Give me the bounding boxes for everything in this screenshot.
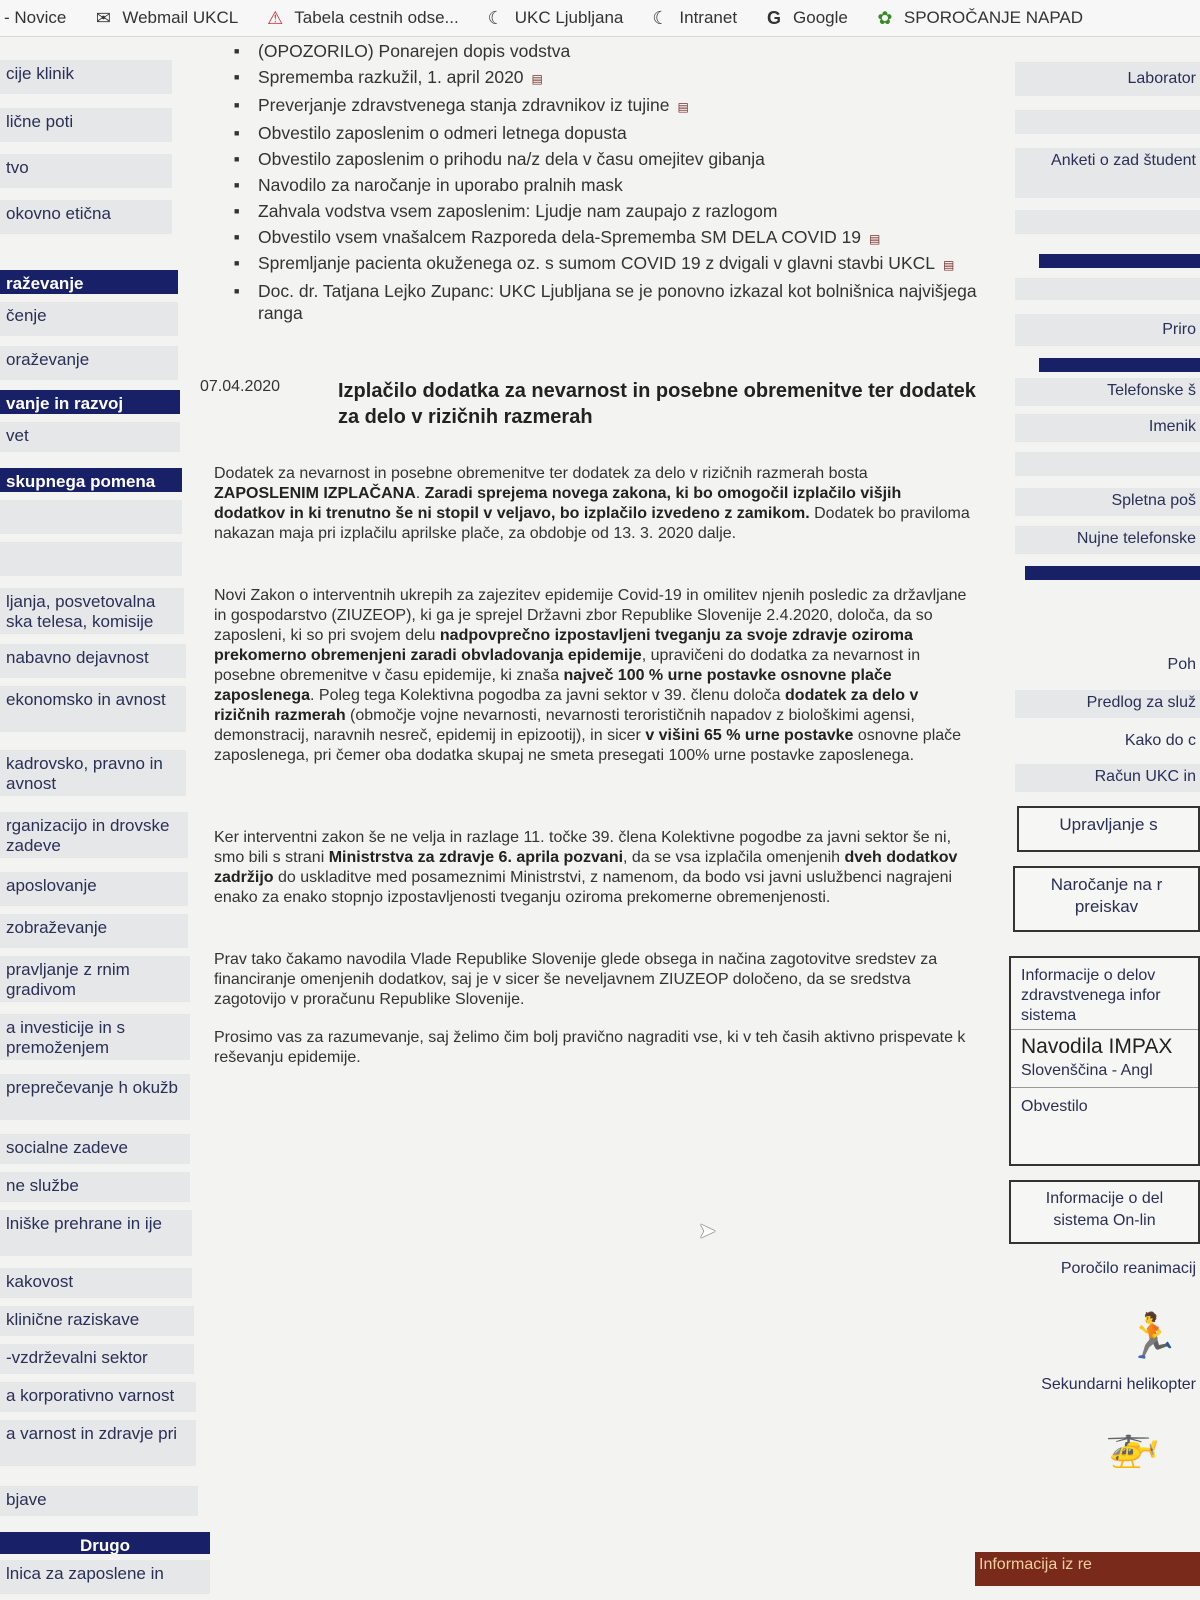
sidebar-item[interactable]: lniške prehrane in ije — [0, 1210, 192, 1256]
article-paragraph: Prosimo vas za razumevanje, saj želimo čim bolj pravično nagraditi vse, ki v teh časih aktivno prispevate k reševanju epidemije. — [214, 1029, 966, 1066]
right-spacer — [1015, 110, 1200, 134]
right-link-telefonske[interactable]: Telefonske š — [1015, 378, 1200, 406]
sidebar-header: Drugo — [0, 1532, 210, 1554]
sidebar-item[interactable]: kadrovsko, pravno in avnost — [0, 750, 186, 796]
sidebar-item[interactable]: nabavno dejavnost — [0, 644, 186, 678]
right-link-racun[interactable]: Račun UKC in — [1015, 764, 1200, 792]
news-item[interactable]: ■ Spremljanje pacienta okuženega oz. s sumom COVID 19 z dvigali v glavni stavbi UKCL ▤ — [258, 252, 990, 276]
leaf-icon: ✿ — [877, 7, 893, 28]
article-title: Izplačilo dodatka za nevarnost in posebne obremenitve ter dodatek za delo v rizičnih razmerah — [338, 380, 976, 428]
article-date: 07.04.2020 — [200, 378, 281, 395]
right-spacer — [1015, 278, 1200, 300]
document-icon: ▤ — [943, 258, 955, 272]
sidebar-item[interactable]: kakovost — [0, 1268, 192, 1298]
right-section-bar — [1039, 358, 1200, 372]
sidebar-item[interactable]: a investicije in s premoženjem — [0, 1014, 190, 1060]
sidebar-item[interactable]: zobraževanje — [0, 914, 188, 948]
mail-icon: ✉ — [95, 7, 111, 28]
sidebar-item[interactable]: lnica za zaposlene in — [0, 1560, 210, 1594]
sidebar-item[interactable]: tvo — [0, 154, 172, 188]
article-paragraph: Prav tako čakamo navodila Vlade Republike Slovenije glede obsega in načina zagotovitve sredstev za financiranje omenjenih dodatkov, saj je v sicer še neveljavnem ZIUZEOP določeno, da se sredstva zagotovijo v proračunu Republike Slovenije. — [214, 951, 938, 1008]
mouse-cursor-icon: ➤ — [698, 1218, 717, 1243]
sidebar-item[interactable]: oraževanje — [0, 346, 178, 380]
sidebar-item[interactable]: a varnost in zdravje pri — [0, 1420, 196, 1466]
news-item[interactable]: ■ Obvestilo vsem vnašalcem Razporeda dela-Sprememba SM DELA COVID 19 ▤ — [258, 224, 990, 252]
sidebar-item[interactable]: -vzdrževalni sektor — [0, 1344, 194, 1374]
sidebar-item[interactable]: okovno etična — [0, 200, 172, 234]
right-section-bar — [1025, 566, 1200, 580]
obvestilo-link[interactable]: Obvestilo — [1021, 1098, 1088, 1115]
sidebar-item[interactable]: ljanja, posvetovalna ska telesa, komisije — [0, 588, 184, 634]
news-item[interactable]: ■ Obvestilo zaposlenim o odmeri letnega dopusta — [258, 120, 990, 146]
sidebar-item[interactable]: lične poti — [0, 108, 172, 142]
sidebar-item[interactable]: rganizacijo in drovske zadeve — [0, 812, 188, 858]
runners-image-icon: 🏃 — [1125, 1312, 1180, 1361]
sidebar-item[interactable]: čenje — [0, 302, 178, 336]
sidebar-item[interactable]: aposlovanje — [0, 872, 188, 906]
right-link-spletna-posta[interactable]: Spletna poš — [1015, 488, 1200, 516]
bookmarks-bar — [0, 0, 1200, 37]
informacije-panel — [1009, 956, 1200, 1166]
article-paragraph: Novi Zakon o interventnih ukrepih za zajezitev epidemije Covid-19 in omilitev njenih posledic za državljane in gospodarstvo (ZIUZEOP), ki ga je sprejel Državni zbor Republike Slovenije 2.4.2020, določa, da so zaposleni, ki so pri svojem delu nadpovprečno izpostavljeni tveganju za svoje zdravje oziroma prekomerno obremenjeni zaradi obvladovanja epidemije, upravičeni do dodatka za nevarnost in posebne obremenitve v času epidemije, ki znaša največ 100 % urne postavke osnovne plače zaposlenega. Poleg tega Kolektivna pogodba za javni sektor v 39. členu določa dodatek za delo v rizičnih razmerah (območje vojne nevarnosti, nevarnosti terorističnih napadov z biološkimi agensi, demonstracij, naravnih nesreč, epidemij in epizootij), in sicer v višini 65 % urne postavke osnovne plače zaposlenega, pri čemer oba dodatka skupaj ne smeta presegati 100% urne postavke zaposlenega. — [214, 587, 967, 764]
navodila-impax-title: Navodila IMPAX — [1021, 1035, 1173, 1058]
article-paragraph: Ker interventni zakon še ne velja in razlage 11. točke 39. člena Kolektivne pogodbe za javni sektor še ni, smo bili s strani Ministrstva za zdravje 6. aprila pozvani, da se vsa izplačila omenjenih dveh dodatkov zadržijo do uskladitve med posameznimi Ministrstvi, z namenom, da bodo vsi javni uslužbenci nagrajeni enako za enako stopnjo izpostavljenosti tveganju oziroma prekomerne obremenjenosti. — [214, 829, 958, 906]
bookmark-tabela[interactable]: ⚠ Tabela cestnih odse... — [264, 8, 458, 29]
right-link-nujne-telefonske[interactable]: Nujne telefonske — [1015, 526, 1200, 554]
bookmark-sporocanje[interactable]: ✿ SPOROČANJE NAPAD — [874, 8, 1083, 29]
helicopter-image-icon: 🚁 — [1105, 1420, 1160, 1469]
right-section-bar — [1039, 254, 1200, 268]
language-links[interactable]: Slovenščina - Angl — [1011, 1058, 1198, 1088]
news-item[interactable]: ■ Preverjanje zdravstvenega stanja zdravnikov iz tujine ▤ — [258, 92, 990, 120]
document-icon: ▤ — [677, 100, 689, 114]
right-link-poh[interactable]: Poh — [1167, 656, 1196, 673]
right-link-imenik[interactable]: Imenik — [1015, 414, 1200, 442]
bookmark-google[interactable]: G Google — [763, 8, 848, 29]
google-icon: G — [767, 7, 782, 28]
news-list — [200, 38, 990, 324]
right-link-kako-do[interactable]: Kako do c — [1124, 732, 1196, 749]
news-item[interactable]: ■ Obvestilo zaposlenim o prihodu na/z dela v času omejitev gibanja — [258, 146, 990, 172]
bookmark-intranet[interactable]: ☾ Intranet — [649, 8, 737, 29]
sidebar-item[interactable]: klinične raziskave — [0, 1306, 194, 1336]
right-spacer — [1015, 210, 1200, 234]
sidebar-item[interactable]: vet — [0, 422, 180, 452]
right-link-helikopter[interactable]: Sekundarni helikopter — [1041, 1376, 1196, 1393]
right-link-predlog[interactable]: Predlog za služ — [1015, 690, 1200, 718]
sidebar-spacer — [0, 500, 182, 534]
ukc-icon: ☾ — [652, 7, 669, 28]
ukc-icon: ☾ — [487, 7, 504, 28]
upravljanje-button[interactable]: Upravljanje s — [1017, 806, 1200, 852]
sidebar-item[interactable]: socialne zadeve — [0, 1134, 190, 1164]
document-icon: ▤ — [869, 232, 881, 246]
sidebar-item[interactable]: pravljanje z rnim gradivom — [0, 956, 190, 1002]
right-link-priro[interactable]: Priro — [1015, 314, 1200, 346]
right-link-laboratorij[interactable]: Laborator — [1015, 62, 1200, 96]
sidebar-item[interactable]: cije klinik — [0, 60, 172, 94]
main-content — [200, 38, 990, 1243]
narocanje-preiskav-button[interactable]: Naročanje na r preiskav — [1013, 866, 1200, 932]
right-link-ankete[interactable]: Anketi o zad študent — [1015, 148, 1200, 198]
bookmark-novice[interactable]: - Novice — [4, 8, 67, 27]
sidebar-header: skupnega pomena — [0, 468, 182, 492]
bookmark-ukc-ljubljana[interactable]: ☾ UKC Ljubljana — [485, 8, 624, 29]
sidebar-spacer — [0, 542, 182, 576]
news-item[interactable]: ■ (OPOZORILO) Ponarejen dopis vodstva — [258, 38, 990, 64]
right-link-porocilo[interactable]: Poročilo reanimacij — [1060, 1260, 1196, 1277]
informacije-online-button[interactable]: Informacije o del sistema On-lin — [1009, 1180, 1200, 1244]
right-banner[interactable]: Informacija iz re — [975, 1552, 1200, 1586]
sidebar-item[interactable]: a korporativno varnost — [0, 1382, 196, 1412]
sidebar-item[interactable]: bjave — [0, 1486, 198, 1516]
sidebar-header: vanje in razvoj — [0, 390, 180, 414]
sidebar-item[interactable]: preprečevanje h okužb — [0, 1074, 190, 1120]
news-item[interactable]: ■ Zahvala vodstva vsem zaposlenim: Ljudje nam zaupajo z razlogom — [258, 198, 990, 224]
warning-icon: ⚠ — [267, 7, 284, 28]
article-paragraph: Dodatek za nevarnost in posebne obremenitve ter dodatek za delo v rizičnih razmerah bosta ZAPOSLENIM IZPLAČANA. Zaradi sprejema novega zakona, ki bo omogočil izplačilo višjih dodatkov in ki trenutno še ni stopil v veljavo, bo izplačilo izvedeno z zamikom. Dodatek bo praviloma nakazan maja pri izplačilu aprilske plače, za obdobje od 13. 3. 2020 dalje. — [214, 465, 970, 542]
news-item[interactable]: ■ Navodilo za naročanje in uporabo pralnih mask — [258, 172, 990, 198]
sidebar-item[interactable]: ne službe — [0, 1172, 190, 1202]
informacije-title[interactable]: Informacije o delov zdravstvenega infor sistema — [1011, 958, 1198, 1030]
bookmark-webmail[interactable]: ✉ Webmail UKCL — [92, 8, 238, 29]
sidebar-item[interactable]: ekonomsko in avnost — [0, 686, 186, 732]
document-icon: ▤ — [531, 72, 543, 86]
news-item[interactable]: ■ Sprememba razkužil, 1. april 2020 ▤ — [258, 64, 990, 92]
sidebar-header: raževanje — [0, 270, 178, 294]
right-spacer — [1015, 452, 1200, 476]
news-item[interactable]: ■ Doc. dr. Tatjana Lejko Zupanc: UKC Ljubljana se je ponovno izkazal kot bolnišnica najvišjega ranga — [258, 280, 990, 324]
